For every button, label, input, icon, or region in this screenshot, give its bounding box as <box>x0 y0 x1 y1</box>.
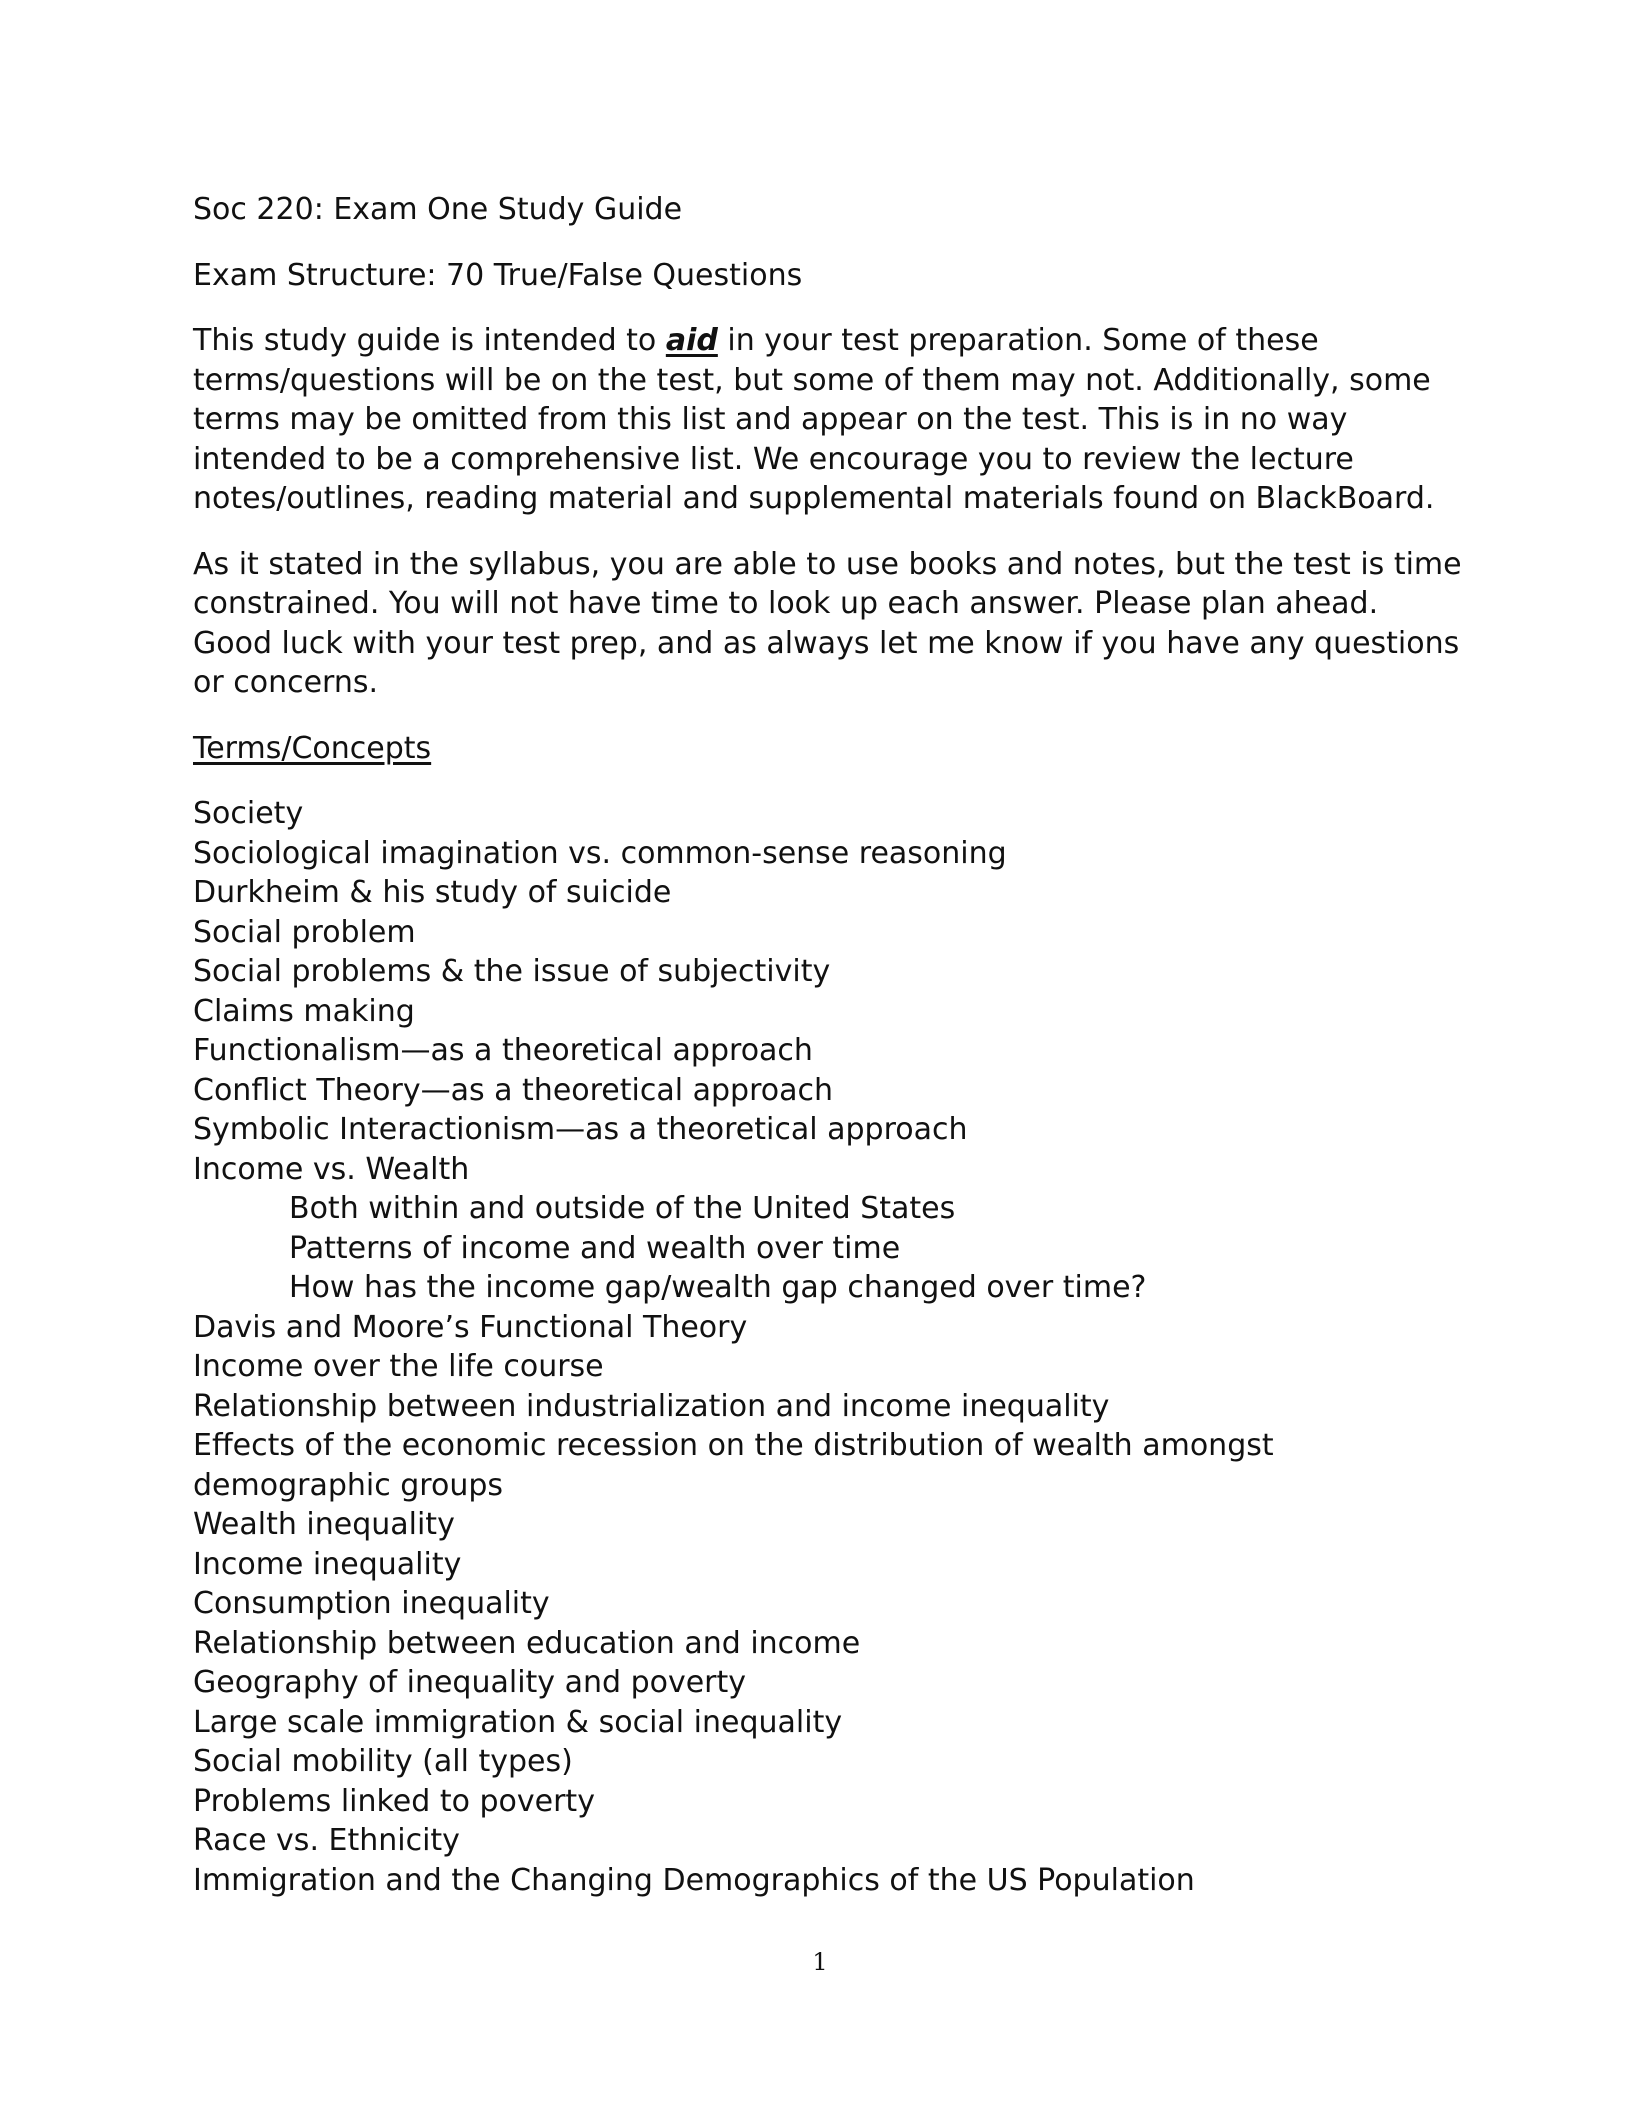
term-item: Wealth inequality <box>193 1507 455 1542</box>
intro-text-end: in your test preparation. Some of these terms/questions will be on the test, but some of them may not. Additionally, some terms may be omitted from this list and appear on the test. This is in no way intended to be a comprehensive list. We encourage you to review the lecture notes/outlines, reading material and supplemental materials found on BlackBoard. <box>193 323 1435 516</box>
term-item: Symbolic Interactionism—as a theoretical approach <box>193 1112 968 1147</box>
intro-text-start: This study guide is intended to <box>193 323 666 358</box>
term-item: Immigration and the Changing Demographics of the US Population <box>193 1862 1195 1898</box>
term-item: Race vs. Ethnicity <box>193 1823 460 1858</box>
term-item: Effects of the economic recession on the distribution of wealth amongst demographic groups <box>193 1428 1274 1503</box>
term-item: Conflict Theory—as a theoretical approach <box>193 1072 834 1108</box>
term-item: Sociological imagination vs. common-sense reasoning <box>193 835 1007 871</box>
term-item: Social problems & the issue of subjectivity <box>193 954 831 989</box>
intro-paragraph <box>193 321 1463 519</box>
term-subitem: Both within and outside of the United States <box>289 1191 956 1226</box>
term-subitem: How has the income gap/wealth gap changed over time? <box>289 1270 1147 1305</box>
term-item: Relationship between education and income <box>193 1625 861 1661</box>
term-item: Income inequality <box>193 1546 462 1582</box>
terms-list <box>193 794 1463 1900</box>
intro-emphasis: aid <box>665 323 718 358</box>
document-title: Soc 220: Exam One Study Guide <box>193 192 683 227</box>
page-number: 1 <box>812 1948 828 1976</box>
term-item: Consumption inequality <box>193 1586 550 1621</box>
term-item: Income vs. Wealth <box>193 1151 470 1187</box>
term-item: Problems linked to poverty <box>193 1783 595 1819</box>
term-subitem: Patterns of income and wealth over time <box>289 1230 901 1266</box>
term-item: Claims making <box>193 993 415 1029</box>
terms-heading: Terms/Concepts <box>193 730 432 766</box>
term-item: Relationship between industrialization and income inequality <box>193 1388 1110 1424</box>
term-item: Income over the life course <box>193 1349 604 1384</box>
syllabus-paragraph: As it stated in the syllabus, you are able to use books and notes, but the test is time constrained. You will not have time to look up each answer. Please plan ahead. Good luck with your test prep, and as always let me know if you have any questions or concerns. <box>193 546 1462 700</box>
exam-structure: Exam Structure: 70 True/False Questions <box>193 257 803 293</box>
term-item: Social mobility (all types) <box>193 1744 573 1779</box>
document-body <box>193 190 1463 1900</box>
term-item: Social problem <box>193 914 416 950</box>
term-item: Functionalism—as a theoretical approach <box>193 1033 813 1068</box>
term-item: Davis and Moore’s Functional Theory <box>193 1309 748 1345</box>
term-item: Large scale immigration & social inequality <box>193 1704 843 1740</box>
term-item: Geography of inequality and poverty <box>193 1665 747 1700</box>
term-item: Society <box>193 796 304 831</box>
term-item: Durkheim & his study of suicide <box>193 875 672 910</box>
